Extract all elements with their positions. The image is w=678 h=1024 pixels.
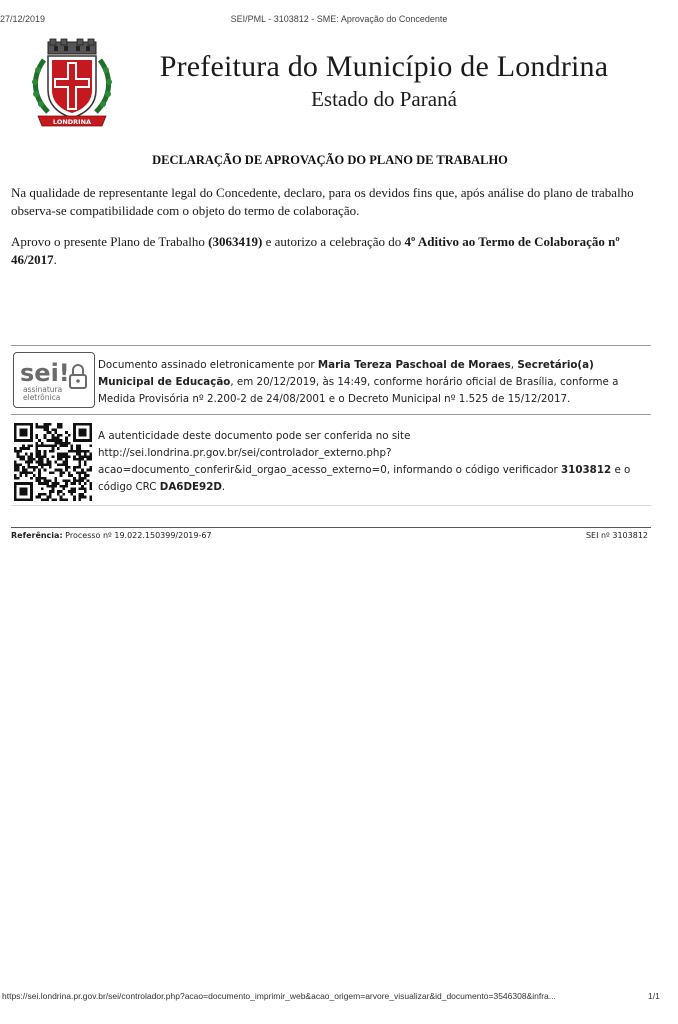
approval-paragraph: Aprovo o presente Plano de Trabalho (3063419) e autorizo a celebração do 4º Aditivo ao Termo de Colaboração nº 46/2017. [11,234,620,267]
sei-logo-icon [14,353,93,406]
amendment-reference: 4º Aditivo ao Termo de Colaboração nº 46/2017 [11,234,620,267]
sei-number: SEI nº 3103812 [585,531,648,540]
organization-name: Prefeitura do Município de Londrina [159,50,609,83]
declaration-paragraph: Na qualidade de representante legal do Concedente, declaro, para os devidos fins que, após análise do plano de trabalho observa-se compatibilidade com o objeto do termo de colaboração. [11,185,634,218]
print-page-number: 1/1 [648,991,660,1001]
crest-ribbon-text: LONDRINA [52,118,92,126]
sei-signature-logo [13,352,95,408]
organization-state: Estado do Paraná [311,87,457,111]
print-page-title: SEI/PML - 3103812 - SME: Aprovação do Concedente [230,14,448,24]
verification-link[interactable]: http://sei.londrina.pr.gov.br/sei/controlador_externo.php? [98,447,392,459]
verification-code: 3103812 [561,464,612,476]
divider [11,414,651,415]
qr-code-icon [14,423,92,501]
coat-of-arms-icon [28,38,116,130]
document-title: DECLARAÇÃO DE APROVAÇÃO DO PLANO DE TRABALHO [152,153,508,167]
signer-role: Secretário(a) Municipal de Educação [98,359,594,388]
svg-text:assinatura: assinatura [23,385,63,394]
process-reference: Referência: Processo nº 19.022.150399/2019-67 [11,531,212,540]
print-url: https://sei.londrina.pr.gov.br/sei/controlador.php?acao=documento_imprimir_web&acao_origem=arvore_visualizar&id_documento=3546308&infra... [2,991,556,1001]
signature-text: Documento assinado eletronicamente por Maria Tereza Paschoal de Moraes, Secretário(a) Municipal de Educação, em 20/12/2019, às 14:49, conforme horário oficial de Brasília, conforme a Medida Provisória nº 2.200-2 de 24/08/2001 e o Decreto Municipal nº 1.525 de 15/12/2017. [98,359,619,405]
svg-text:eletrônica: eletrônica [23,393,61,402]
divider [11,527,651,528]
svg-text:sei!: sei! [20,359,70,387]
signer-name: Maria Tereza Paschoal de Moraes [317,359,511,371]
crc-code: DA6DE92D [159,481,222,493]
padlock-icon [70,365,86,388]
work-plan-number: (3063419) [208,234,263,249]
print-date: 27/12/2019 [0,14,46,24]
divider [11,345,651,346]
divider [11,505,651,506]
verification-text: A autenticidade deste documento pode ser conferida no site http://sei.londrina.pr.gov.br/sei/controlador_externo.php? acao=documento_conferir&id_orgao_acesso_externo=0, informando o código verificador 3103812 e o código CRC DA6DE92D. [98,430,631,493]
